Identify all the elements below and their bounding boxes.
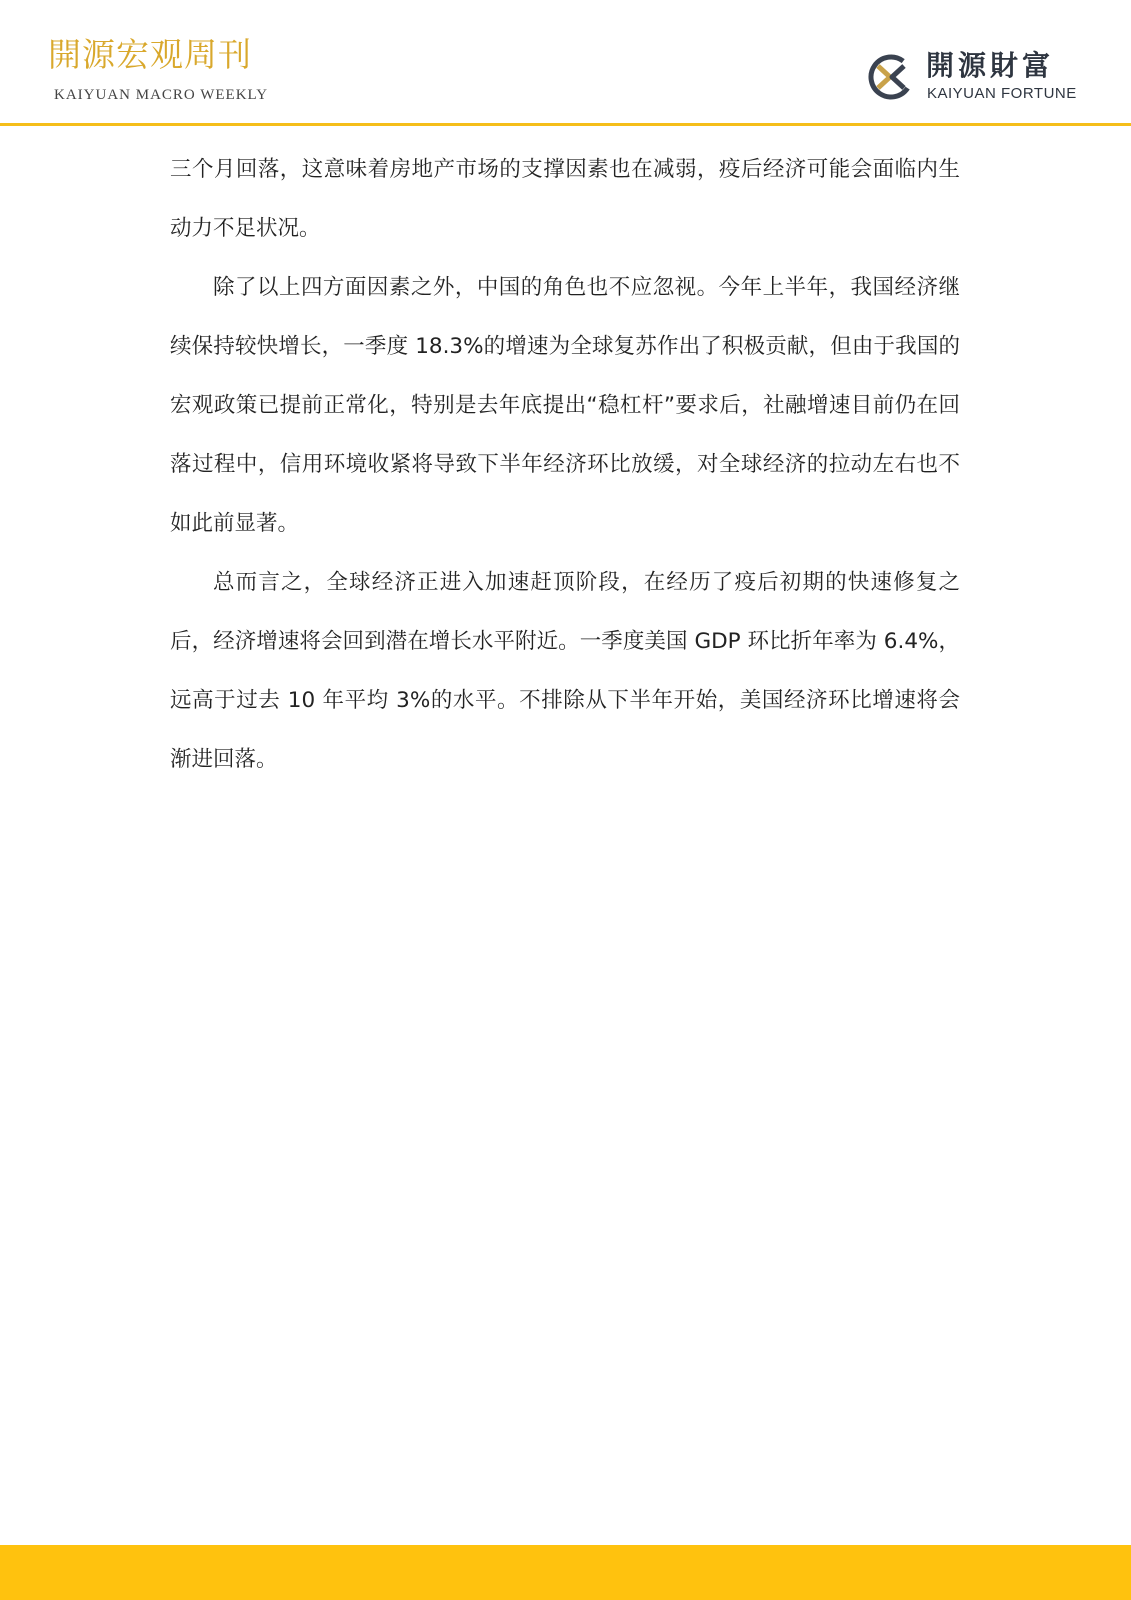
paragraph-continuation: 三个月回落，这意味着房地产市场的支撑因素也在减弱，疫后经济可能会面临内生动力不足状况。: [170, 157, 960, 241]
publication-subtitle: KAIYUAN MACRO WEEKLY: [54, 87, 269, 103]
article-body: [170, 140, 960, 789]
publication-title: 開源宏观周刊: [48, 35, 252, 74]
footer-bar: [0, 1545, 1131, 1600]
paragraph-conclusion: 总而言之，全球经济正进入加速赶顶阶段，在经历了疫后初期的快速修复之后，经济增速将会回到潜在增长水平附近。一季度美国 GDP 环比折年率为 6.4%，远高于过去 10 年平均 3%的水平。不排除从下半年开始，美国经济环比增速将会渐进回落。: [170, 570, 960, 772]
brand-name: 開源財富: [926, 49, 1055, 82]
paragraph-china-role: 除了以上四方面因素之外，中国的角色也不应忽视。今年上半年，我国经济继续保持较快增长，一季度 18.3%的增速为全球复苏作出了积极贡献，但由于我国的宏观政策已提前正常化，特别是去年底提出“稳杠杆”要求后，社融增速目前仍在回落过程中，信用环境收紧将导致下半年经济环比放缓，对全球经济的拉动左右也不如此前显著。: [170, 275, 960, 536]
brand-block: [866, 50, 1096, 106]
kaiyuan-logo-icon: [866, 52, 916, 102]
page-header: [0, 0, 1131, 126]
header-divider: [0, 123, 1131, 126]
brand-name-english: KAIYUAN FORTUNE: [927, 85, 1077, 102]
